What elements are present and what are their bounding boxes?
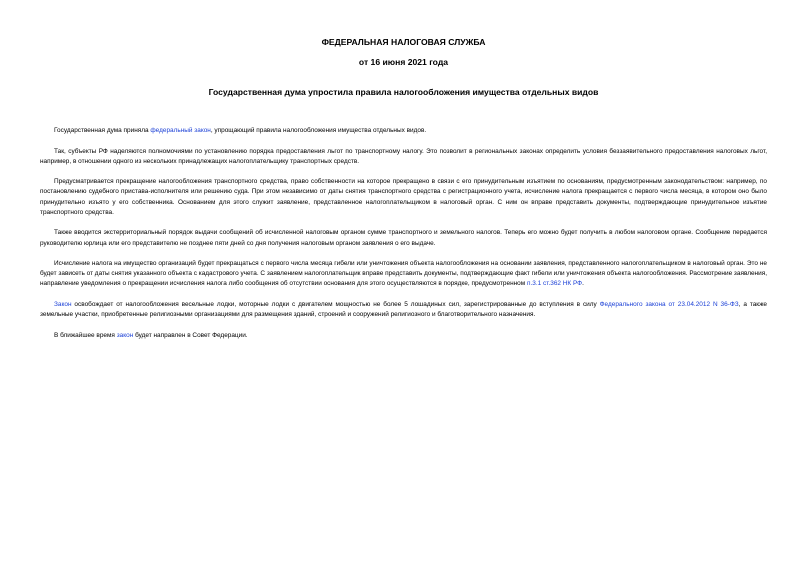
paragraph-1-text-before: Государственная дума приняла [54,127,151,134]
paragraph-3: Предусматривается прекращение налогообложения транспортного средства, право собственности на которое прекращено в связи с его принудительным изъятием по основаниям, предусмотренным законодательством: например, по постановлению судебного пристава-исполнителя или решению суда. При этом независимо от даты снятия транспортного средства с регистрационного учета, исчисление налога прекращается с первого числа месяца, в котором оно было принудительно изъято у его собственника. Основанием для этого служит заявление, представленное налогоплательщиком в налоговый орган. С ним он вправе представить документы, подтверждающие принудительное изъятие транспортного средства. [40,178,767,216]
paragraph-7-text-before: В ближайшее время [54,331,117,339]
paragraph-7 [40,331,767,341]
paragraph-2: Так, субъекты РФ наделяются полномочиями по установлению порядка предоставления льгот по транспортному налогу. Это позволит в региональных законах определить условия беззаявительного предоставления налоговых льгот, например, в отношении одного из нескольких принадлежащих налогоплательщику транспортных средств. [40,147,767,165]
paragraph-6-text-after: , а также земельные участки, приобретенные религиозными организациями для размещения зданий, строений и сооружений религиозного и благотворительного назначения. [40,300,767,319]
law-link-final[interactable]: закон [116,331,134,339]
document-headline: Государственная дума упростила правила налогообложения имущества отдельных видов [208,87,599,97]
paragraph-6 [40,300,767,320]
federal-law-36fz-link[interactable]: Федерального закона от 23.04.2012 N 36-ФЗ [599,300,739,308]
document-body [40,126,767,351]
paragraph-6-text-middle: освобождает от налогообложения весельные лодки, моторные лодки с двигателем мощностью не более 5 лошадиных сил, зарегистрированные до вступления в силу [71,300,600,308]
paragraph-5-text-before: Исчисление налога на имущество организаций будет прекращаться с первого числа месяца гибели или уничтожения объекта налогообложения на основании заявления, представленного налогоплательщиком в налоговый орган. Это не будет зависеть от даты снятия указанного объекта с кадастрового учета. С заявлением налогоплательщик вправе представить документы, подтверждающие факт гибели или уничтожения объекта налогообложения. Рассмотрение заявления, направление уведомления о прекращении исчисления налога либо сообщения об отсутствии основания для этого осуществляются в порядке, предусмотренном [40,260,767,288]
paragraph-7-text-after: будет направлен в Совет Федерации. [133,331,248,339]
paragraph-4: Также вводится экстерриториальный порядок выдачи сообщений об исчисленной налоговым органом сумме транспортного и земельного налогов. Теперь его можно будет получить в любом налоговом органе. Сообщение передается руководителю юрлица или его представителю не позднее пяти дней со дня получения налоговым органом заявления о его выдаче. [40,229,767,247]
paragraph-1 [40,126,767,136]
agency-title: ФЕДЕРАЛЬНАЯ НАЛОГОВАЯ СЛУЖБА [321,37,486,47]
federal-law-link[interactable]: федеральный закон [150,127,211,134]
paragraph-5-text-after: . [582,280,584,288]
paragraph-1-text-after: , упрощающий правила налогообложения имущества отдельных видов. [210,127,427,134]
paragraph-5 [40,259,767,290]
law-link[interactable]: Закон [54,300,72,308]
tax-code-article-link[interactable]: п.3.1 ст.362 НК РФ [526,280,583,288]
document-date: от 16 июня 2021 года [358,57,449,67]
